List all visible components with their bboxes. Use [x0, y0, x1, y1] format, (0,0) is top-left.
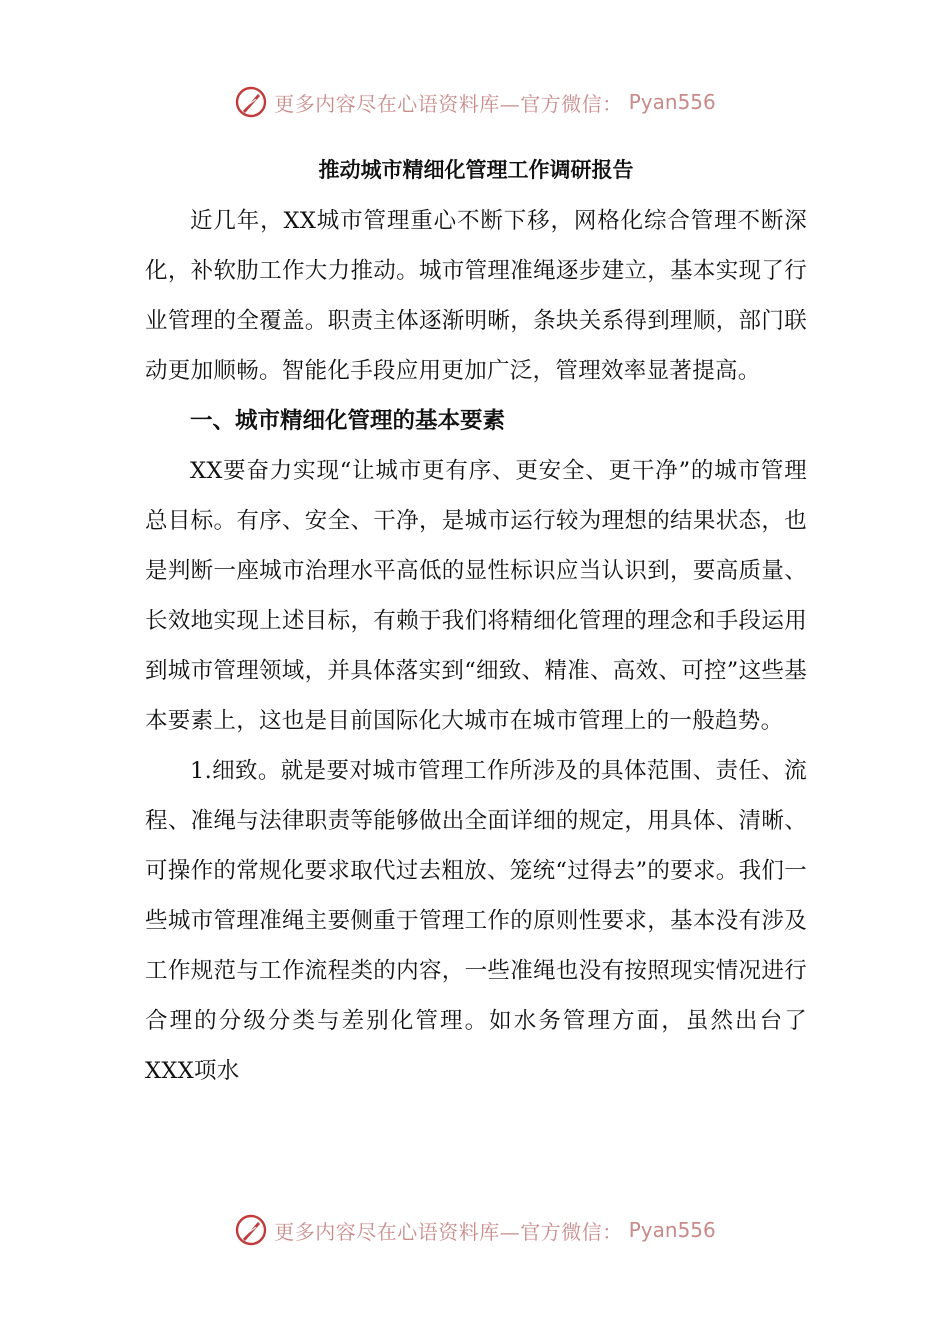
paragraph-section-1: XX要奋力实现“让城市更有序、更安全、更干净”的城市管理总目标。有序、安全、干净，是城市运行较为理想的结果状态，也是判断一座城市治理水平高低的显性标识应当认识到，要高质量、长效地实现上述目标，有赖于我们将精细化管理的理念和手段运用到城市管理领域，并具体落实到“细致、精准、高效、可控”这些基本要素上，这也是目前国际化大城市在城市管理上的一般趋势。	[145, 458, 808, 734]
section-heading-1: 一、城市精细化管理的基本要素	[190, 408, 506, 434]
document-body	[145, 150, 807, 1096]
quill-logo-icon	[234, 1213, 268, 1247]
watermark-wechat-id: Pyan556	[628, 90, 716, 114]
watermark-footer	[0, 1210, 950, 1250]
document-title: 推动城市精细化管理工作调研报告	[318, 158, 634, 182]
watermark-header	[0, 82, 950, 122]
quill-logo-icon	[234, 85, 268, 119]
watermark-wechat-id: Pyan556	[628, 1218, 716, 1242]
paragraph-item-1: 1.细致。就是要对城市管理工作所涉及的具体范围、责任、流程、准绳与法律职责等能够做出全面详细的规定，用具体、清晰、可操作的常规化要求取代过去粗放、笼统“过得去”的要求。我们一些城市管理准绳主要侧重于管理工作的原则性要求，基本没有涉及工作规范与工作流程类的内容，一些准绳也没有按照现实情况进行合理的分级分类与差别化管理。如水务管理方面，虽然出台了XXX项水	[145, 758, 808, 1084]
paragraph-intro: 近几年，XX城市管理重心不断下移，网格化综合管理不断深化，补软肋工作大力推动。城市管理准绳逐步建立，基本实现了行业管理的全覆盖。职责主体逐渐明晰，条块关系得到理顺，部门联动更加顺畅。智能化手段应用更加广泛，管理效率显著提高。	[145, 208, 807, 384]
watermark-text: 更多内容尽在心语资料库—官方微信：	[274, 1219, 623, 1244]
watermark-text: 更多内容尽在心语资料库—官方微信：	[274, 91, 623, 116]
